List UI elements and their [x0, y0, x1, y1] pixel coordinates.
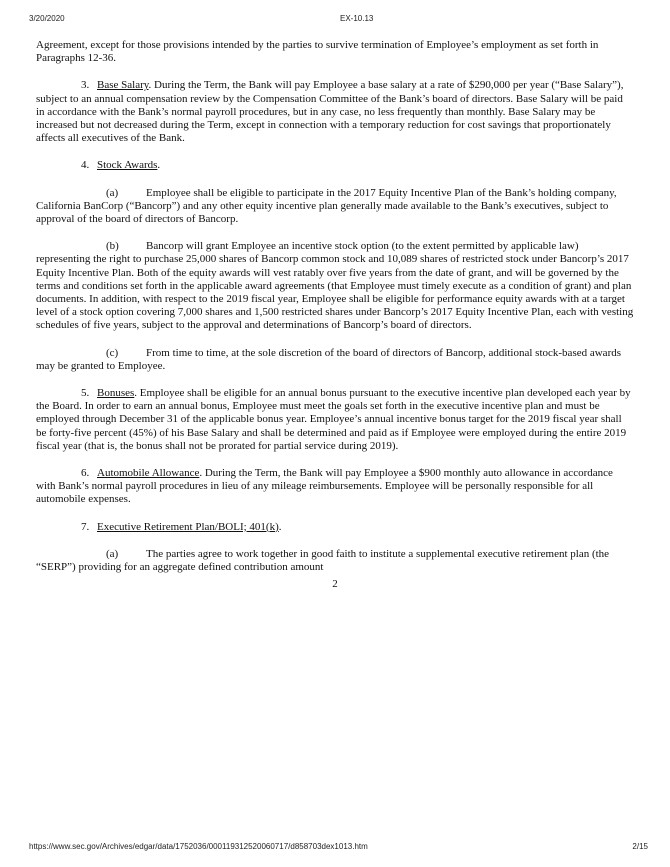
- subsection-4b: [36, 240, 634, 332]
- section-number: 3.: [81, 79, 90, 92]
- section-text: . Employee shall be eligible for an annual bonus pursuant to the executive incentive plan developed each year by the Board. In order to earn an annual bonus, Employee must meet the goals set forth in the executive incentive plan and must be employed through December 31 of the applicable bonus year. Employee’s annual incentive bonus target for the 2019 fiscal year shall be forty-five percent (45%) of his Base Salary and shall be determined and paid as if Employee were employed during the entire 2019 fiscal year (that is, the bonus shall not be prorated for partial service during 2019).: [36, 387, 631, 452]
- subsection-4c: [36, 347, 634, 373]
- section-number: 7.: [81, 520, 90, 533]
- page-number: 2: [332, 578, 338, 590]
- section-automobile-allowance: [36, 467, 634, 507]
- subsection-label: (b): [106, 240, 119, 253]
- section-text: . During the Term, the Bank will pay Employee a base salary at a rate of $290,000 per year (“Base Salary”), subject to an annual compensation review by the Compensation Committee of the Bank’s board of directors. Base Salary will be paid in accordance with the Bank’s normal payroll procedures, but in any case, no less frequently than monthly. Base Salary may be increased but not decreased during the Term, except in connection with a temporary reduction for cost savings that proportionately affects all executives of the Bank.: [36, 79, 624, 145]
- section-retirement-plan: [36, 521, 634, 534]
- section-number: 4.: [81, 159, 90, 172]
- section-text: .: [278, 520, 282, 533]
- section-text: .: [157, 159, 161, 172]
- subsection-text: Bancorp will grant Employee an incentive stock option (to the extent permitted by applicable law) representing the right to purchase 25,000 shares of Bancorp common stock and 10,089 shares of restricted stock under Bancorp’s 2017 Equity Incentive Plan. Both of the equity awards will vest ratably over five years from the date of grant, and will be governed by the terms and conditions set forth in the applicable award agreements (that Employee must timely execute as a condition of grant) and plan documents. In addition, with respect to the 2019 fiscal year, Employee shall be eligible for performance equity awards with at a target level of a stock option covering 7,000 shares and 1,500 restricted shares under Bancorp’s 2017 Equity Incentive Plan, each with vesting schedules of five years, subject to the approval and determinations of Bancorp’s board of directors.: [36, 240, 634, 332]
- section-text: . During the Term, the Bank will pay Employee a $900 monthly auto allowance in accordance with Bank’s normal payroll procedures in lieu of any mileage reimbursements. Employee will be personally responsible for all automobile expenses.: [36, 467, 613, 506]
- subsection-label: (a): [106, 547, 119, 560]
- section-number: 6.: [81, 467, 90, 480]
- intro-paragraph: Agreement, except for those provisions intended by the parties to survive termination of Employee’s employment as set forth in Paragraphs 12-36.: [36, 39, 599, 65]
- subsection-7a: [36, 548, 634, 574]
- section-title: Bonuses: [97, 387, 135, 400]
- page-count: 2/15: [632, 842, 648, 851]
- subsection-label: (a): [106, 186, 119, 199]
- section-title: Automobile Allowance: [97, 467, 200, 480]
- document-id: EX-10.13: [340, 14, 374, 23]
- subsection-text: From time to time, at the sole discretion of the board of directors of Bancorp, additional stock-based awards may be granted to Employee.: [36, 346, 622, 372]
- subsection-label: (c): [106, 346, 119, 359]
- print-date: 3/20/2020: [29, 14, 65, 23]
- subsection-4a: [36, 187, 634, 227]
- subsection-text: The parties agree to work together in good faith to institute a supplemental executive retirement plan (the “SERP”) providing for an aggregate defined contribution amount: [36, 547, 610, 574]
- section-stock-awards: [36, 159, 634, 172]
- section-number: 5.: [81, 387, 90, 400]
- subsection-text: Employee shall be eligible to participate in the 2017 Equity Incentive Plan of the Bank’s holding company, California BanCorp (“Bancorp”) and any other equity incentive plan generally made available to the Bank’s executives, subject to approval of the board of directors of Bancorp.: [36, 186, 617, 226]
- section-bonuses: [36, 387, 634, 453]
- section-title: Executive Retirement Plan/BOLI; 401(k): [97, 520, 279, 533]
- section-title: Base Salary: [97, 79, 149, 92]
- source-url[interactable]: https://www.sec.gov/Archives/edgar/data/1752036/000119312520060717/d858703dex1013.htm: [29, 842, 368, 851]
- document-body: [36, 39, 634, 588]
- section-base-salary: [36, 79, 634, 145]
- section-title: Stock Awards: [97, 159, 158, 172]
